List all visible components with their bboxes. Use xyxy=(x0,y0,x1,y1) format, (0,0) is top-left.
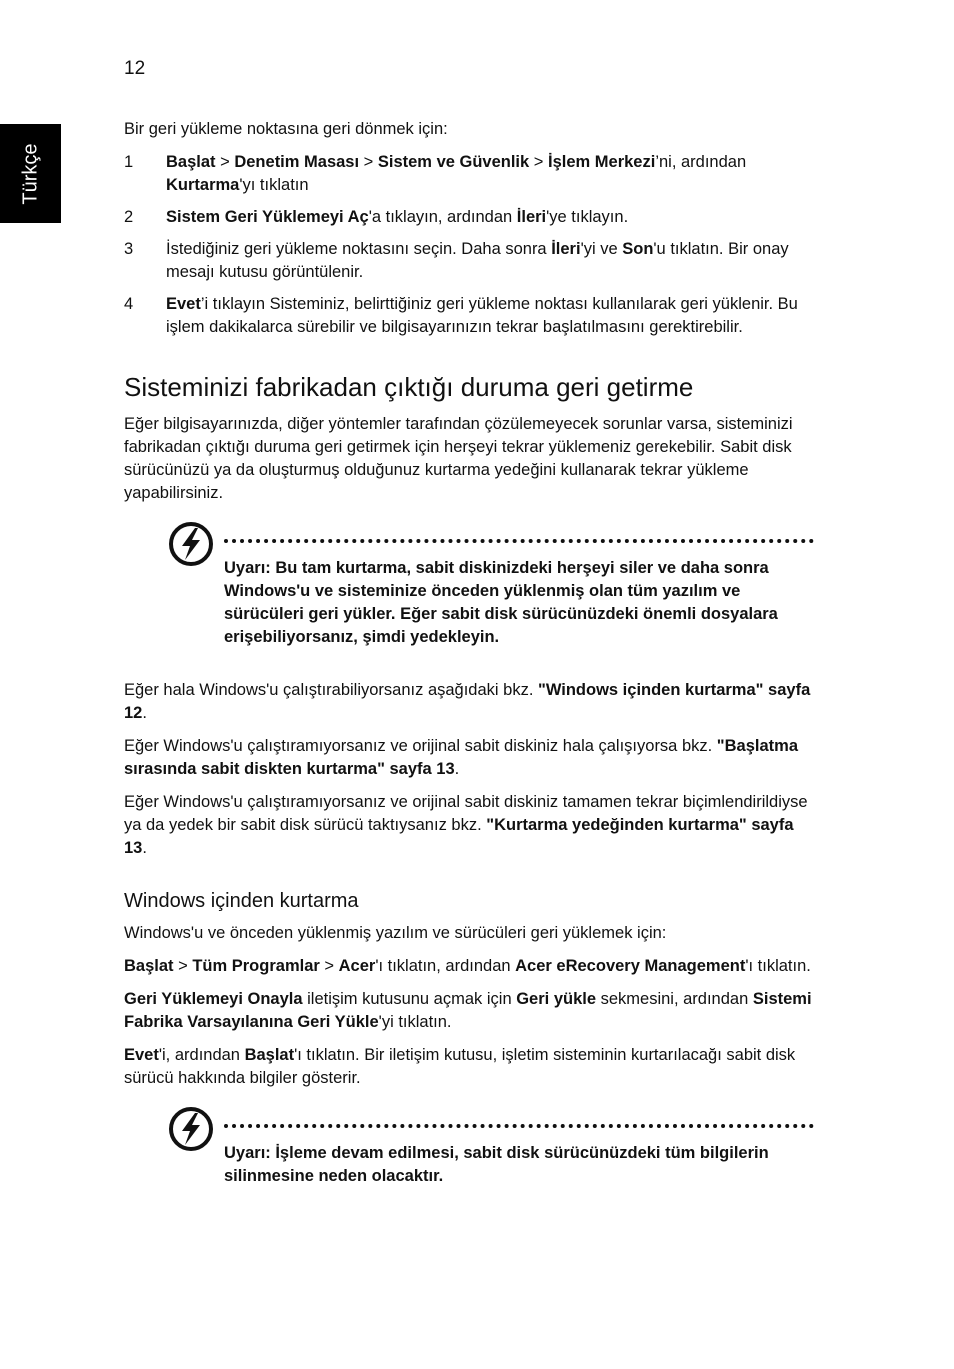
list-item xyxy=(124,238,814,284)
warning-lightning-icon xyxy=(168,521,214,567)
warning-text: Uyarı: İşleme devam edilmesi, sabit disk sürücünüzdeki tüm bilgilerin silinmesine neden olacaktır. xyxy=(224,1144,769,1185)
step-bold: Sistem ve Güvenlik xyxy=(377,153,530,171)
ref-text: . xyxy=(142,704,147,722)
step-bold: İşlem Merkezi xyxy=(548,153,656,171)
list-item xyxy=(124,206,814,229)
instr-text: 'ı tıklatın, ardından xyxy=(375,957,516,975)
step-bold: Evet xyxy=(166,295,201,313)
step-number: 3 xyxy=(124,240,134,258)
subsection-title: Windows içinden kurtarma xyxy=(124,890,359,912)
instr-text: 'i, ardından xyxy=(158,1046,245,1064)
restore-intro: Bir geri yükleme noktasına geri dönmek için: xyxy=(124,120,448,138)
section-title: Sisteminizi fabrikadan çıktığı duruma geri getirme xyxy=(124,372,694,402)
ref-link-text: "Kurtarma yedeğinden kurtarma" sayfa 13 xyxy=(124,816,794,857)
warning-lightning-icon xyxy=(168,1106,214,1152)
language-tab-label: Türkçe xyxy=(19,142,41,205)
warning-box xyxy=(124,1106,814,1188)
instr-text: sekmesini, ardından xyxy=(596,990,753,1008)
step-bold: İleri xyxy=(516,208,547,226)
step-text: ’ni, ardından xyxy=(655,153,747,171)
ref-link-text: "Windows içinden kurtarma" sayfa 12 xyxy=(124,681,811,722)
reference-paragraph xyxy=(124,791,814,860)
instr-bold: Geri Yüklemeyi Onayla xyxy=(124,990,303,1008)
restore-steps xyxy=(124,151,814,339)
step-number: 4 xyxy=(124,295,134,313)
step-text: 'yı tıklatın xyxy=(239,176,309,194)
reference-paragraph xyxy=(124,679,814,725)
instr-bold: Tüm Programlar xyxy=(192,957,320,975)
instr-bold: Acer eRecovery Management xyxy=(515,957,746,975)
page-content xyxy=(124,118,814,1218)
instr-text: iletişim kutusunu açmak için xyxy=(302,990,517,1008)
instr-bold: Evet xyxy=(124,1046,159,1064)
instr-bold: Sistemi Fabrika Varsayılanına Geri Yükle xyxy=(124,990,812,1031)
step-text: İstediğiniz geri yükleme noktasını seçin. Daha sonra xyxy=(166,240,552,258)
warning-divider xyxy=(224,539,814,543)
step-number: 1 xyxy=(124,153,134,171)
step-text: 'ye tıklayın. xyxy=(546,208,629,226)
step-bold: Kurtarma xyxy=(166,176,240,194)
warning-divider xyxy=(224,1124,814,1128)
instr-text: 'yi tıklatın. xyxy=(378,1013,452,1031)
step-bold: Sistem Geri Yüklemeyi Aç xyxy=(166,208,369,226)
ref-link-text: "Başlatma sırasında sabit diskten kurtarma" sayfa 13 xyxy=(124,737,798,778)
ref-text: . xyxy=(454,760,460,778)
step-text: 'u tıklatın. Bir onay mesajı kutusu görüntülenir. xyxy=(166,240,789,281)
ref-text: . xyxy=(142,839,147,857)
instr-bold: Başlat xyxy=(124,957,174,975)
ref-text: Eğer hala Windows'u çalıştırabiliyorsanız aşağıdaki bkz. xyxy=(124,681,539,699)
instr-bold: Geri yükle xyxy=(516,990,597,1008)
instr-text: > xyxy=(173,957,193,975)
ref-text: Eğer Windows'u çalıştıramıyorsanız ve orijinal sabit diskiniz hala çalışıyorsa bkz. xyxy=(124,737,717,755)
step-bold: Denetim Masası xyxy=(234,153,360,171)
instruction-paragraph xyxy=(124,955,814,978)
step-text: ’i tıklayın Sisteminiz, belirttiğiniz geri yükleme noktası kullanılarak geri yüklenir. Bu işlem dakikalarca sürebilir ve bilgisayarınızın tekrar başlatılmasını gerektirebilir. xyxy=(166,295,798,336)
step-text: 'yi ve xyxy=(580,240,623,258)
instr-bold: Başlat xyxy=(244,1046,295,1064)
step-bold: Başlat xyxy=(166,153,216,171)
list-item xyxy=(124,151,814,197)
step-text: > xyxy=(529,153,549,171)
warning-text: Uyarı: Bu tam kurtarma, sabit diskinizdeki herşeyi siler ve daha sonra Windows'u ve sisteminize önceden yüklenmiş olan tüm yazılım ve sürücüleri geri yükler. Eğer sabit disk sürücünüzdeki önemli dosyalara erişebiliyorsanız, şimdi yedekleyin. xyxy=(224,559,778,646)
step-text: > xyxy=(359,153,378,171)
instr-text: 'ı tıklatın. Bir iletişim kutusu, işletim sisteminin kurtarılacağı sabit disk sürücü hakkında bilgiler gösterir. xyxy=(124,1046,796,1087)
instr-bold: Acer xyxy=(338,957,376,975)
instr-text: 'ı tıklatın. xyxy=(745,957,811,975)
instruction-paragraph xyxy=(124,1044,814,1090)
step-number: 2 xyxy=(124,208,134,226)
step-text: > xyxy=(215,153,235,171)
step-bold: Son xyxy=(622,240,654,258)
language-tab xyxy=(0,124,61,223)
step-bold: İleri xyxy=(551,240,581,258)
warning-box xyxy=(124,521,814,649)
instruction-paragraph xyxy=(124,988,814,1034)
step-text: 'a tıklayın, ardından xyxy=(368,208,517,226)
section-intro: Eğer bilgisayarınızda, diğer yöntemler tarafından çözülemeyecek sorunlar varsa, sisteminizi fabrikadan çıktığı duruma geri getirmek için herşeyi tekrar yüklemeniz gerekebilir. Sabit disk sürücünüzü ya da oluşturmuş olduğunuz kurtarma yedeğini kullanarak tekrar yükleme yapabilirsiniz. xyxy=(124,415,793,502)
list-item xyxy=(124,293,814,339)
ref-text: Eğer Windows'u çalıştıramıyorsanız ve orijinal sabit diskiniz tamamen tekrar biçimlendirildiyse ya da yedek bir sabit disk sürücü taktıysanız bkz. xyxy=(124,793,808,834)
reference-paragraph xyxy=(124,735,814,781)
subsection-intro: Windows'u ve önceden yüklenmiş yazılım ve sürücüleri geri yüklemek için: xyxy=(124,924,667,942)
instr-text: > xyxy=(319,957,339,975)
page-number: 12 xyxy=(124,58,146,79)
